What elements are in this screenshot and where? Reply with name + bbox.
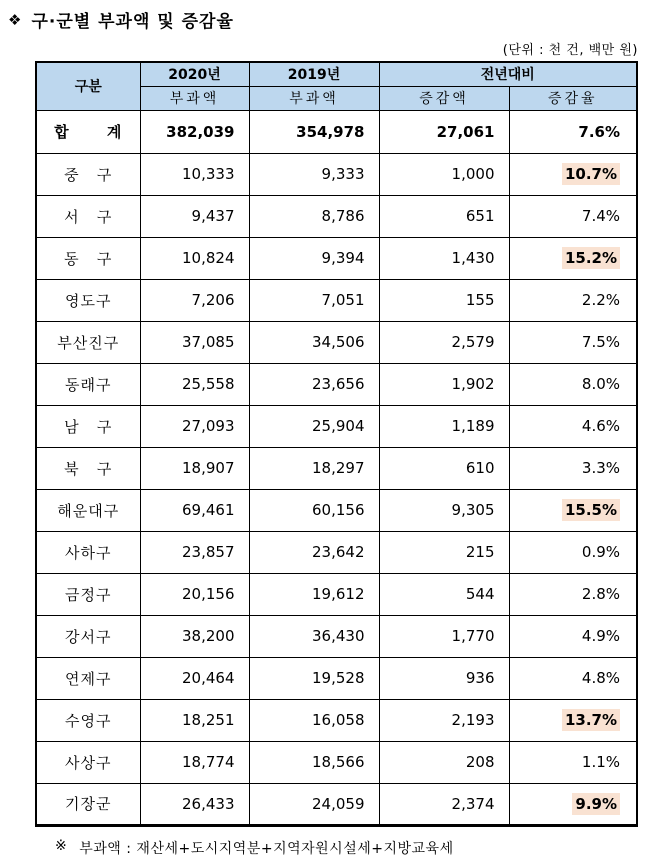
diff-amount: 1,430 [379,237,509,279]
amount-2019: 34,506 [249,321,379,363]
subcol-header-diff-amount: 증감액 [379,86,509,110]
footnote-text: 부과액 : 재산세+도시지역분+지역자원시설세+지방교육세 [79,840,454,857]
diff-amount: 1,770 [379,615,509,657]
table-row [36,489,637,531]
district-name: 서 구 [36,195,140,237]
table-row [36,615,637,657]
district-name: 동 구 [36,237,140,279]
growth-rate-value: 2.8% [581,585,621,603]
diff-amount: 651 [379,195,509,237]
diff-amount: 215 [379,531,509,573]
growth-rate [509,783,637,825]
amount-2019: 19,612 [249,573,379,615]
footnote-marker-icon: ※ [55,837,68,854]
amount-2020: 18,251 [140,699,249,741]
growth-rate-value: 15.5% [562,499,620,521]
growth-rate [509,110,637,153]
amount-2020: 18,907 [140,447,249,489]
table-row [36,783,637,825]
amount-2019: 36,430 [249,615,379,657]
page-title [0,0,647,32]
diff-amount: 544 [379,573,509,615]
col-header-2019: 2019년 [249,62,379,86]
amount-2020: 25,558 [140,363,249,405]
amount-2020: 9,437 [140,195,249,237]
amount-2019: 9,394 [249,237,379,279]
amount-2020: 7,206 [140,279,249,321]
page-title-text: 구·군별 부과액 및 증감율 [31,12,234,32]
district-name: 수영구 [36,699,140,741]
total-row [36,110,637,153]
growth-rate [509,741,637,783]
amount-2019: 7,051 [249,279,379,321]
growth-rate-value: 4.9% [581,627,621,645]
growth-rate-value: 10.7% [562,163,620,185]
table-row [36,405,637,447]
diff-amount: 2,193 [379,699,509,741]
table-row [36,699,637,741]
growth-rate [509,531,637,573]
table-row [36,741,637,783]
amount-2019: 18,297 [249,447,379,489]
growth-rate [509,321,637,363]
district-name: 영도구 [36,279,140,321]
amount-2020: 26,433 [140,783,249,825]
growth-rate [509,405,637,447]
amount-2020: 382,039 [140,110,249,153]
amount-2019: 25,904 [249,405,379,447]
growth-rate [509,195,637,237]
table-row [36,195,637,237]
diff-amount: 155 [379,279,509,321]
table-body [36,110,637,825]
district-name: 금정구 [36,573,140,615]
amount-2020: 20,464 [140,657,249,699]
district-tax-table [35,61,638,827]
diff-amount: 9,305 [379,489,509,531]
amount-2020: 20,156 [140,573,249,615]
diff-amount: 2,579 [379,321,509,363]
col-header-yoy: 전년대비 [379,62,637,86]
table-row [36,279,637,321]
col-header-2020: 2020년 [140,62,249,86]
growth-rate-value: 7.5% [581,333,621,351]
growth-rate-value: 9.9% [572,793,620,815]
amount-2020: 10,333 [140,153,249,195]
table-row [36,531,637,573]
district-name: 남 구 [36,405,140,447]
amount-2019: 19,528 [249,657,379,699]
growth-rate [509,489,637,531]
amount-2020: 18,774 [140,741,249,783]
district-name: 연제구 [36,657,140,699]
diff-amount: 1,902 [379,363,509,405]
growth-rate [509,447,637,489]
table-row [36,237,637,279]
amount-2020: 10,824 [140,237,249,279]
amount-2020: 27,093 [140,405,249,447]
amount-2020: 38,200 [140,615,249,657]
table-row [36,321,637,363]
amount-2019: 23,656 [249,363,379,405]
growth-rate-value: 4.6% [581,417,621,435]
district-name: 강서구 [36,615,140,657]
table-row [36,573,637,615]
unit-note: (단위 : 천 건, 백만 원) [502,43,638,58]
growth-rate-value: 3.3% [581,459,621,477]
growth-rate-value: 1.1% [581,753,621,771]
table-row [36,447,637,489]
table-row [36,657,637,699]
amount-2020: 37,085 [140,321,249,363]
amount-2019: 24,059 [249,783,379,825]
diff-amount: 27,061 [379,110,509,153]
diff-amount: 208 [379,741,509,783]
district-name: 동래구 [36,363,140,405]
amount-2019: 8,786 [249,195,379,237]
growth-rate-value: 15.2% [562,247,620,269]
footnote [55,838,647,858]
amount-2019: 18,566 [249,741,379,783]
growth-rate [509,237,637,279]
amount-2020: 69,461 [140,489,249,531]
amount-2019: 60,156 [249,489,379,531]
col-header-gubun: 구분 [36,62,140,110]
district-name: 해운대구 [36,489,140,531]
diff-amount: 1,000 [379,153,509,195]
table-row [36,363,637,405]
diamond-bullet-icon: ❖ [8,10,23,29]
diff-amount: 936 [379,657,509,699]
subcol-header-2019-amount: 부과액 [249,86,379,110]
diff-amount: 2,374 [379,783,509,825]
table-header [36,62,637,110]
growth-rate-value: 2.2% [581,291,621,309]
district-name: 합 계 [36,110,140,153]
subcol-header-growth-rate: 증감율 [509,86,637,110]
growth-rate-value: 8.0% [581,375,621,393]
diff-amount: 1,189 [379,405,509,447]
growth-rate [509,363,637,405]
amount-2019: 9,333 [249,153,379,195]
growth-rate [509,573,637,615]
growth-rate [509,279,637,321]
district-name: 기장군 [36,783,140,825]
district-name: 중 구 [36,153,140,195]
growth-rate [509,657,637,699]
growth-rate-value: 7.4% [581,207,621,225]
subcol-header-2020-amount: 부과액 [140,86,249,110]
growth-rate-value: 13.7% [562,709,620,731]
growth-rate-value: 0.9% [581,543,621,561]
amount-2019: 354,978 [249,110,379,153]
district-name: 부산진구 [36,321,140,363]
amount-2019: 16,058 [249,699,379,741]
growth-rate [509,153,637,195]
district-name: 사상구 [36,741,140,783]
growth-rate [509,615,637,657]
growth-rate [509,699,637,741]
growth-rate-value: 7.6% [578,122,621,141]
table-row [36,153,637,195]
amount-2020: 23,857 [140,531,249,573]
diff-amount: 610 [379,447,509,489]
district-name: 사하구 [36,531,140,573]
growth-rate-value: 4.8% [581,669,621,687]
amount-2019: 23,642 [249,531,379,573]
district-name: 북 구 [36,447,140,489]
